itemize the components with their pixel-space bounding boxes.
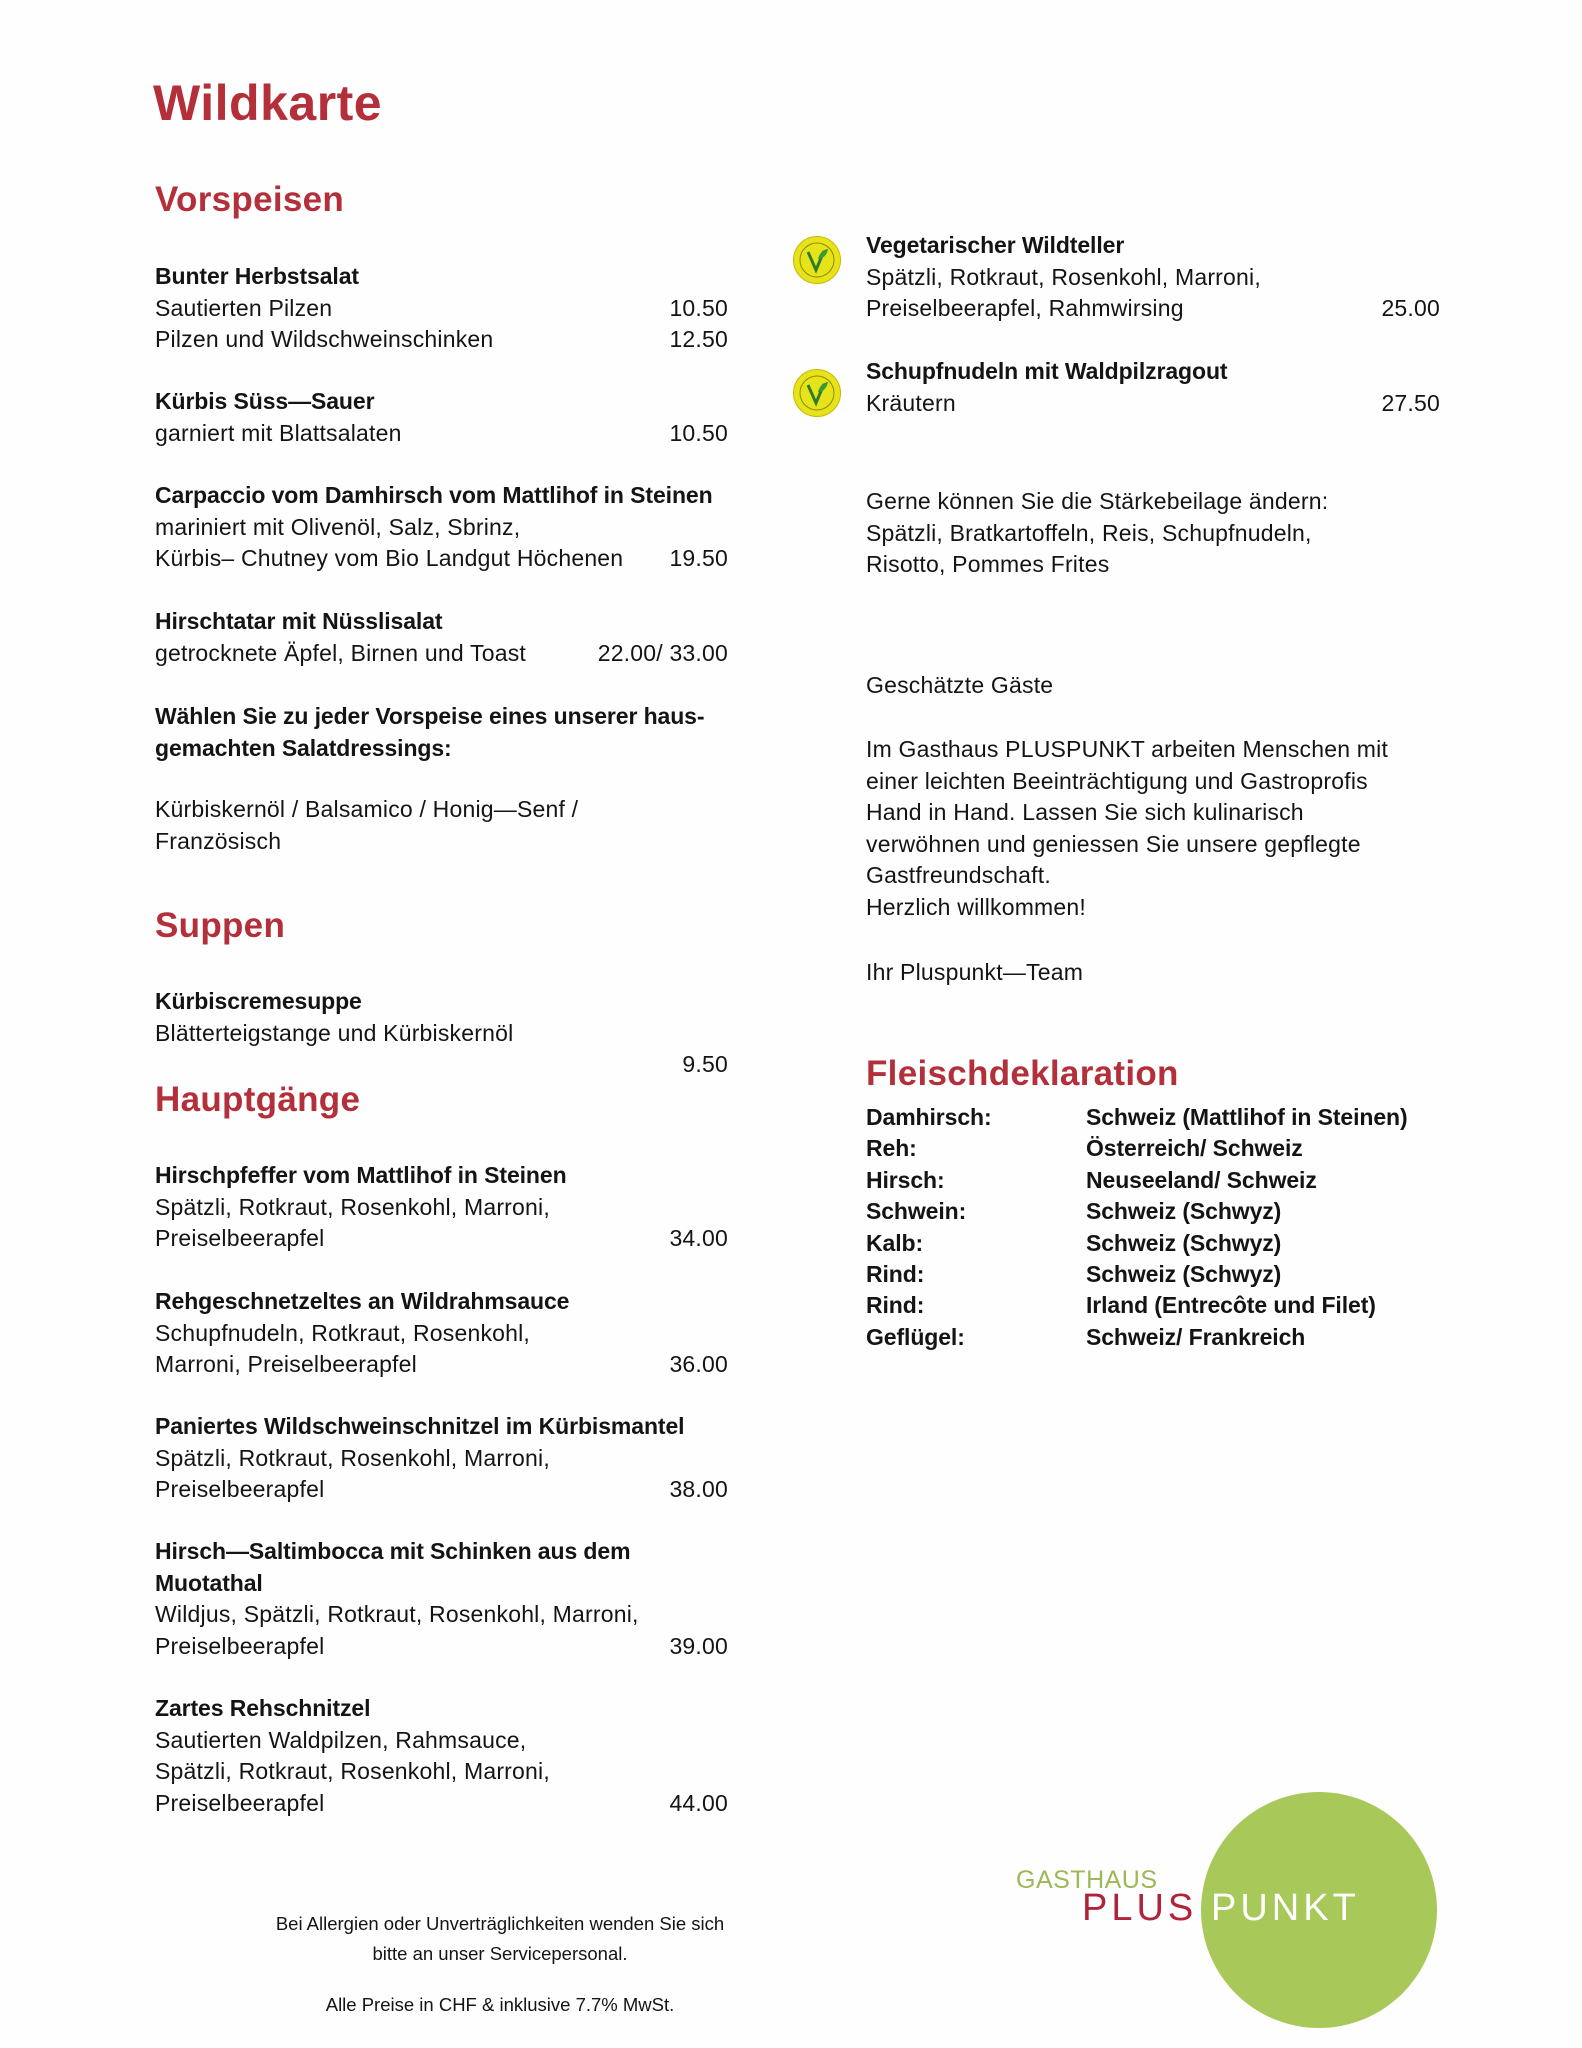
item-price: 12.50 [669, 326, 728, 352]
description-text: getrocknete Äpfel, Birnen und Toast [155, 639, 526, 666]
meat-origin: Österreich/ Schweiz [1086, 1135, 1303, 1162]
item-description [155, 1756, 728, 1788]
intro-line: Hand in Hand. Lassen Sie sich kulinarisch [866, 799, 1304, 826]
menu-item [155, 386, 728, 449]
description-text: Spätzli, Rotkraut, Rosenkohl, Marroni, [155, 1444, 550, 1471]
item-price: 25.00 [1381, 295, 1440, 321]
item-name: Carpaccio vom Damhirsch vom Mattlihof in Steinen [155, 482, 713, 508]
page-title: Wildkarte [153, 75, 383, 131]
item-price: 9.50 [682, 1051, 728, 1077]
description-text: Spätzli, Rotkraut, Rosenkohl, Marroni, [866, 263, 1261, 290]
item-description [866, 262, 1440, 294]
greeting: Geschätzte Gäste [866, 672, 1054, 698]
item-name: Hirsch—Saltimbocca mit Schinken aus dem [155, 1538, 631, 1564]
item-description [155, 512, 728, 544]
intro-text [866, 734, 1388, 924]
declaration-row [866, 1290, 1376, 1321]
meat-type: Kalb: [866, 1229, 924, 1256]
item-description [155, 794, 728, 826]
description-text: Kürbis– Chutney vom Bio Landgut Höchenen [155, 545, 624, 571]
item-name: Zartes Rehschnitzel [155, 1695, 371, 1721]
item-description [155, 1049, 728, 1081]
meat-type: Damhirsch: [866, 1104, 992, 1130]
declaration-row [866, 1165, 1317, 1196]
vegetarian-leaf-badge-icon [793, 369, 841, 417]
meat-type: Rind: [866, 1260, 925, 1287]
description-text: Preiselbeerapfel, Rahmwirsing [866, 295, 1184, 321]
item-description [155, 543, 728, 575]
item-name: Hirschtatar mit Nüsslisalat [155, 608, 443, 634]
description-text: Wildjus, Spätzli, Rotkraut, Rosenkohl, Marroni, [155, 1601, 639, 1627]
description-text: Preiselbeerapfel [155, 1476, 325, 1502]
item-price: 10.50 [669, 419, 728, 446]
item-name: gemachten Salatdressings: [155, 734, 452, 761]
menu-item [155, 1536, 728, 1662]
declaration-row [866, 1322, 1306, 1353]
description-text: mariniert mit Olivenöl, Salz, Sbrinz, [155, 513, 521, 540]
item-name: Bunter Herbstsalat [155, 263, 359, 289]
meat-type: Reh: [866, 1135, 917, 1162]
meat-origin: Neuseeland/ Schweiz [1086, 1166, 1317, 1193]
item-description [155, 1725, 728, 1757]
vegetarian-leaf-badge-icon [793, 236, 841, 284]
item-description [155, 1599, 728, 1631]
item-price: 10.50 [669, 294, 728, 321]
description-text: Schupfnudeln, Rotkraut, Rosenkohl, [155, 1319, 531, 1346]
menu-item [155, 1286, 728, 1381]
allergy-note [200, 1909, 800, 1969]
note-line: Spätzli, Bratkartoffeln, Reis, Schupfnudeln, [866, 519, 1312, 546]
item-description [155, 1192, 728, 1224]
item-price: 38.00 [669, 1476, 728, 1502]
description-text: Sautierten Pilzen [155, 294, 333, 321]
logo-plus: PLUS [1082, 1887, 1198, 1929]
item-description [155, 638, 728, 670]
menu-item [866, 230, 1440, 325]
item-name: Rehgeschnetzeltes an Wildrahmsauce [155, 1288, 570, 1314]
declaration-row [866, 1133, 1303, 1164]
item-name: Schupfnudeln mit Waldpilzragout [866, 358, 1228, 384]
section-vorspeisen: Vorspeisen [155, 180, 345, 219]
item-price: 39.00 [669, 1632, 728, 1659]
menu-item [155, 606, 728, 669]
menu-item [155, 1411, 728, 1506]
item-price: 34.00 [669, 1225, 728, 1251]
item-description [155, 1349, 728, 1381]
allergy-line: Bei Allergien oder Unverträglichkeiten wenden Sie sich [275, 1913, 725, 1934]
item-price: 36.00 [669, 1351, 728, 1377]
menu-item [866, 356, 1440, 419]
intro-line: Gastfreundschaft. [866, 862, 1051, 889]
item-name: Hirschpfeffer vom Mattlihof in Steinen [155, 1162, 567, 1188]
menu-item [155, 1160, 728, 1255]
item-description [155, 1474, 728, 1506]
description-text: Kürbiskernöl / Balsamico / Honig—Senf / [155, 796, 579, 822]
menu-item [155, 701, 728, 764]
menu-item [155, 480, 728, 575]
meat-origin: Schweiz/ Frankreich [1086, 1323, 1306, 1350]
meat-origin: Schweiz (Schwyz) [1086, 1260, 1282, 1287]
section-suppen: Suppen [155, 906, 286, 945]
logo-gasthaus: GASTHAUS [1016, 1866, 1158, 1894]
meat-declaration-table [866, 1102, 1408, 1353]
item-description [155, 324, 728, 356]
item-name: Paniertes Wildschweinschnitzel im Kürbismantel [155, 1413, 685, 1439]
intro-line: verwöhnen und geniessen Sie unsere gepflegte [866, 830, 1361, 857]
section-hauptgaenge: Hauptgänge [155, 1080, 361, 1119]
intro-line: Herzlich willkommen! [866, 893, 1086, 920]
menu-item [155, 1693, 728, 1819]
logo-punkt: PUNKT [1211, 1887, 1360, 1929]
item-price: 22.00/ 33.00 [597, 639, 728, 666]
side-dish-note [866, 486, 1328, 581]
description-text: Preiselbeerapfel [155, 1789, 325, 1816]
item-price: 27.50 [1381, 389, 1440, 416]
note-line: Gerne können Sie die Stärkebeilage ändern: [866, 488, 1329, 514]
item-description [155, 293, 728, 325]
description-text: Französisch [155, 827, 282, 854]
item-description [155, 1318, 728, 1350]
description-text: Spätzli, Rotkraut, Rosenkohl, Marroni, [155, 1193, 550, 1220]
meat-origin: Irland (Entrecôte und Filet) [1086, 1292, 1376, 1319]
description-text [155, 1051, 162, 1077]
description-text: Kräutern [866, 389, 956, 416]
meat-type: Hirsch: [866, 1166, 945, 1193]
item-description [155, 1018, 728, 1050]
item-name: Muotathal [155, 1569, 263, 1596]
item-name: Vegetarischer Wildteller [866, 232, 1125, 258]
description-text: garniert mit Blattsalaten [155, 419, 402, 446]
item-description [155, 1223, 728, 1255]
declaration-row [866, 1228, 1282, 1259]
item-description [155, 826, 728, 858]
meat-origin: Schweiz (Schwyz) [1086, 1229, 1282, 1256]
item-description [155, 1443, 728, 1475]
description-text: Blätterteigstange und Kürbiskernöl [155, 1019, 514, 1046]
meat-origin: Schweiz (Schwyz) [1086, 1198, 1282, 1225]
allergy-line: bitte an unser Servicepersonal. [372, 1943, 628, 1964]
item-description [866, 293, 1440, 325]
note-line: Risotto, Pommes Frites [866, 551, 1110, 578]
declaration-row [866, 1196, 1282, 1227]
declaration-row [866, 1102, 1408, 1133]
item-name: Wählen Sie zu jeder Vorspeise eines unserer haus- [155, 703, 705, 729]
description-text: Sautierten Waldpilzen, Rahmsauce, [155, 1726, 527, 1753]
meat-origin: Schweiz (Mattlihof in Steinen) [1086, 1104, 1408, 1130]
item-price: 44.00 [669, 1789, 728, 1816]
intro-line: Im Gasthaus PLUSPUNKT arbeiten Menschen mit [866, 736, 1389, 762]
declaration-row [866, 1259, 1282, 1290]
menu-item [155, 986, 728, 1081]
item-description [155, 1631, 728, 1663]
item-description [155, 1788, 728, 1820]
item-description [866, 388, 1440, 420]
item-price: 19.50 [669, 545, 728, 571]
menu-item [155, 794, 728, 857]
meat-type: Rind: [866, 1292, 925, 1319]
description-text: Marroni, Preiselbeerapfel [155, 1351, 417, 1377]
description-text: Preiselbeerapfel [155, 1225, 325, 1251]
description-text: Pilzen und Wildschweinschinken [155, 326, 494, 352]
item-description [155, 418, 728, 450]
intro-line: einer leichten Beeinträchtigung und Gastroprofis [866, 767, 1368, 794]
meat-type: Geflügel: [866, 1323, 965, 1350]
section-fleischdeklaration: Fleischdeklaration [866, 1054, 1179, 1093]
description-text: Spätzli, Rotkraut, Rosenkohl, Marroni, [155, 1758, 550, 1784]
menu-item [155, 261, 728, 356]
price-note: Alle Preise in CHF & inklusive 7.7% MwSt. [325, 1994, 675, 2015]
item-name: Kürbis Süss—Sauer [155, 388, 375, 414]
meat-type: Schwein: [866, 1198, 967, 1225]
description-text: Preiselbeerapfel [155, 1632, 325, 1659]
signature: Ihr Pluspunkt—Team [866, 959, 1084, 985]
item-name: Kürbiscremesuppe [155, 988, 362, 1014]
